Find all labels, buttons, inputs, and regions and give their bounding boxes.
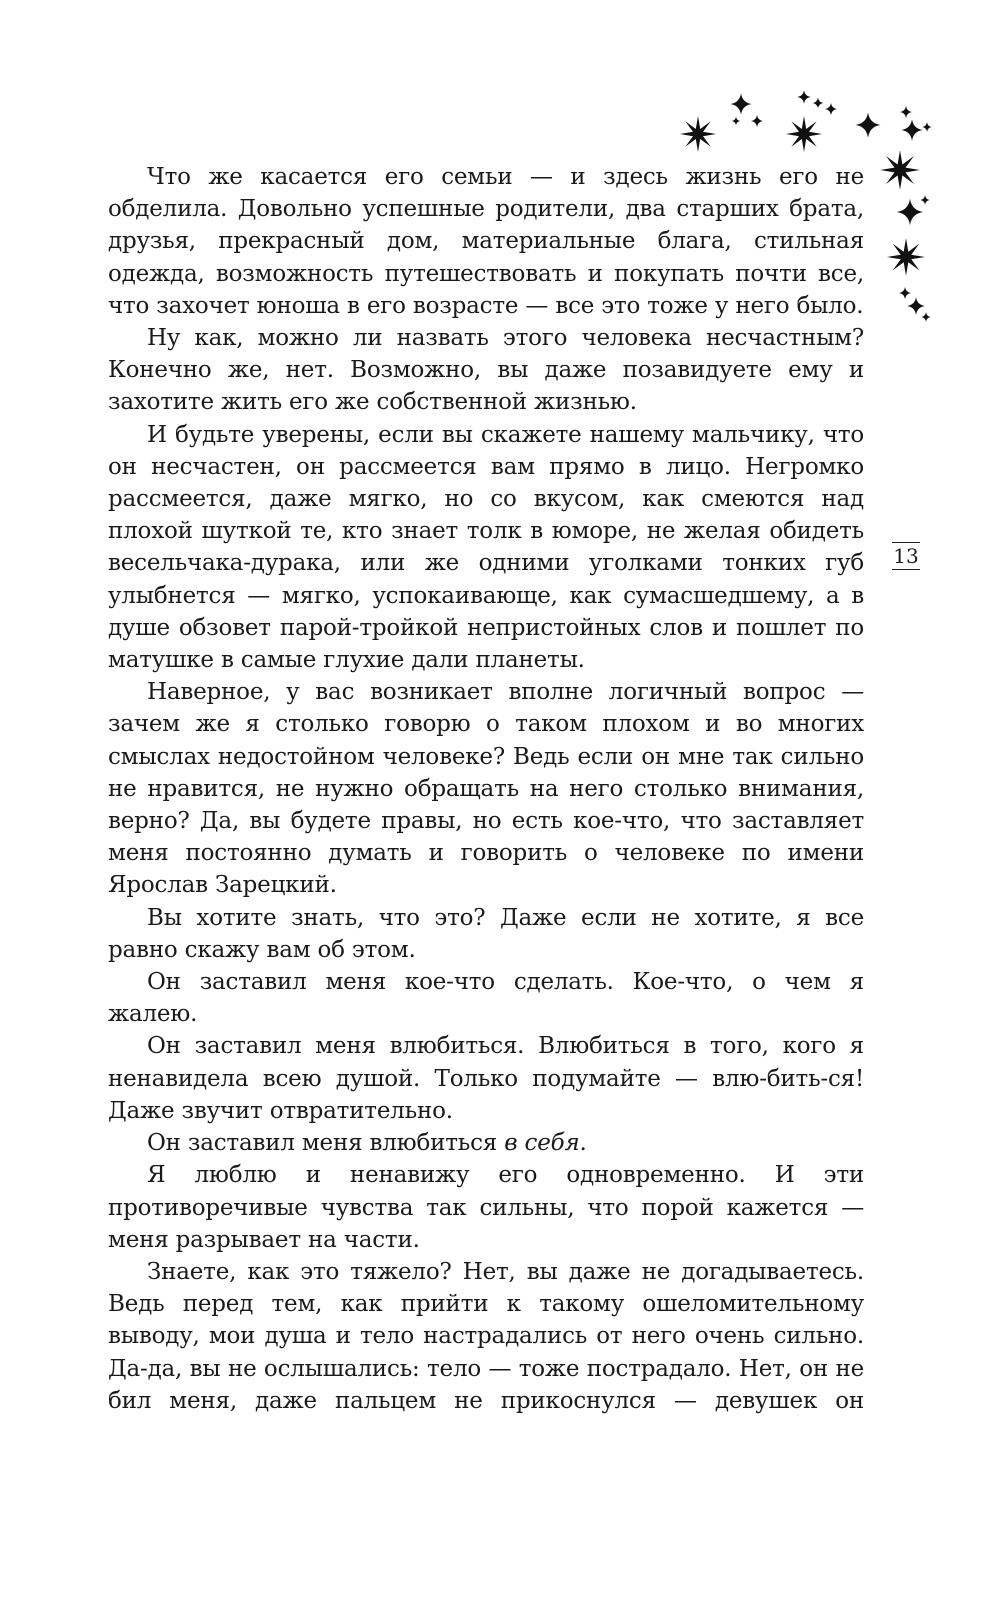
paragraph: Ну как, можно ли назвать этого человека несчастным? Конечно же, нет. Возможно, вы даже позавидуете ему и захотите жить его же собственной жизнью.: [108, 325, 864, 416]
star-sparkle-5: [897, 195, 930, 225]
paragraph: Я люблю и ненавижу его одновременно. И эти противоречивые чувства так сильны, что порой кажется — меня разрывает на части.: [108, 1162, 864, 1253]
star-sparkle-3: [855, 112, 880, 137]
paragraph-text: .: [579, 1130, 587, 1157]
body-text: [108, 161, 864, 1417]
star-burst-4: [887, 238, 925, 276]
star-sparkle-2: [797, 90, 837, 115]
star-sparkle-1: [730, 93, 763, 127]
paragraph: И будьте уверены, если вы скажете нашему мальчику, что он несчастен, он рассмеется вам прямо в лицо. Негромко рассмеется, даже мягко, но со вкусом, как смеются над плохой шуткой те, кто знает толк в юморе, не желая обидеть весельчака-дурака, или же одними уголками тонких губ улыбнется — мягко, успокаивающе, как сумасшедшему, а в душе обзовет парой-тройкой непристойных слов и пошлет по матушке в самые глухие дали планеты.: [108, 421, 864, 674]
paragraph-with-emphasis: [108, 1127, 864, 1159]
star-burst-3: [880, 150, 920, 190]
paragraph: Что же касается его семьи — и здесь жизнь его не обделила. Довольно успешные родители, два старших брата, друзья, прекрасный дом, материальные блага, стильная одежда, возможность путешествовать и покупать почти все, что захочет юноша в его возрасте — все это тоже у него было.: [108, 164, 864, 319]
paragraph: Он заставил меня влюбиться. Влюбиться в того, кого я ненавидела всею душой. Только подумайте — влю-бить-ся! Даже звучит отвратительно.: [108, 1033, 864, 1124]
star-sparkle-4: [900, 106, 932, 141]
star-burst-1: [680, 116, 716, 152]
star-sparkle-6: [899, 287, 931, 322]
paragraph: Вы хотите знать, что это? Даже если не хотите, я все равно скажу вам об этом.: [108, 904, 864, 963]
page-number: 13: [893, 544, 919, 568]
paragraph: Наверное, у вас возникает вполне логичный вопрос — зачем же я столько говорю о таком плохом и во многих смыслах недостойном человеке? Ведь если он мне так сильно не нравится, не нужно обращать на него столько внимания, верно? Да, вы будете правы, но есть кое-что, что заставляет меня постоянно думать и говорить о человеке по имени Ярослав Зарецкий.: [108, 679, 864, 899]
paragraph: Знаете, как это тяжело? Нет, вы даже не догадываетесь. Ведь перед тем, как прийти к такому ошеломительному выводу, мои душа и тело настрадались от него очень сильно. Да-да, вы не ослышались: тело — тоже пострадало. Нет, он не бил меня, даже пальцем не прикоснулся — девушек он: [108, 1258, 864, 1414]
paragraph: Он заставил меня кое-что сделать. Кое-что, о чем я жалею.: [108, 969, 864, 1028]
emphasized-text: в себя: [504, 1130, 580, 1157]
paragraph-text: Он заставил меня влюбиться: [147, 1130, 505, 1157]
star-burst-2: [786, 116, 822, 152]
